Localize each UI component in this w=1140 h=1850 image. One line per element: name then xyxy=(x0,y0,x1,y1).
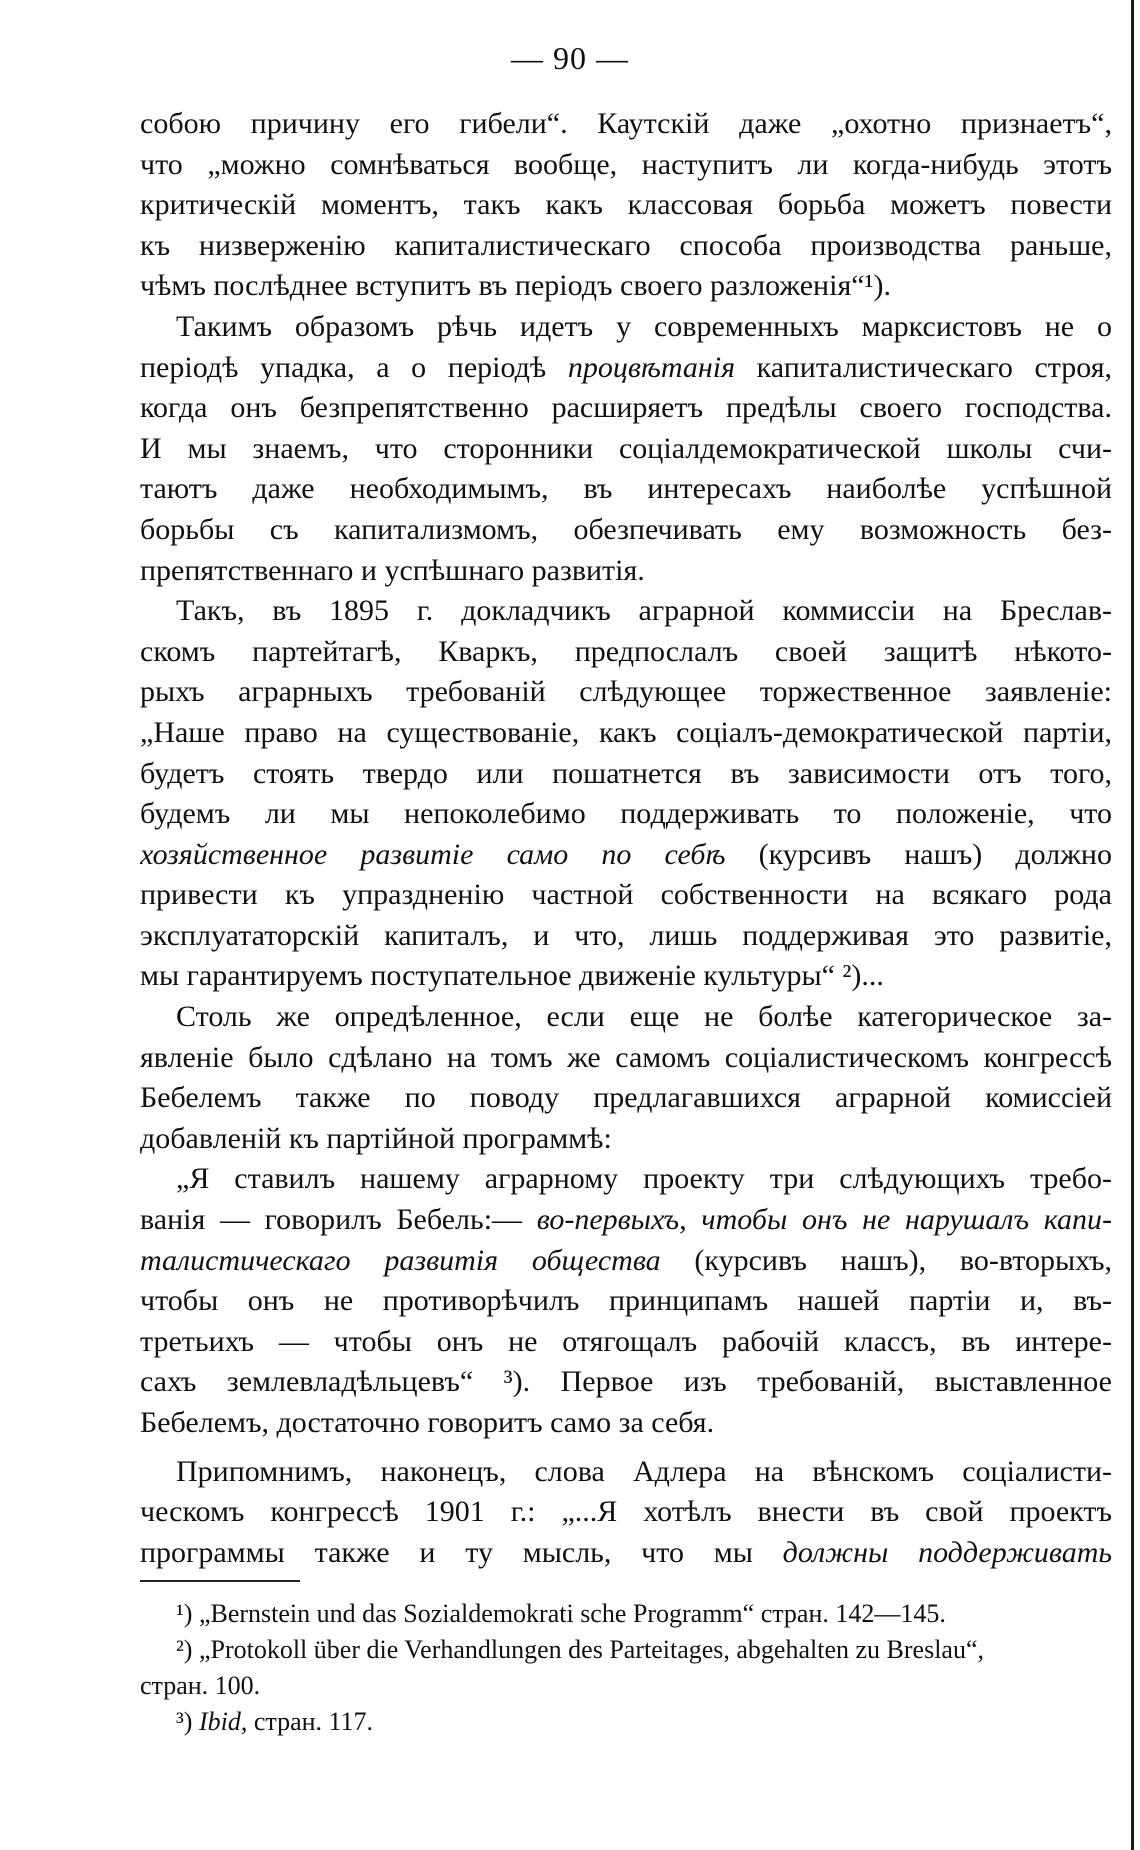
text-line: препятственнаго и успѣшнаго развитія. xyxy=(140,553,645,587)
text-line: будемъ ли мы непоколебимо поддерживать то положеніе, что xyxy=(140,797,1112,831)
text-line: И мы знаемъ, что сторонники соціалдемократической школы счи- xyxy=(140,431,1112,465)
text-line: рыхъ аграрныхъ требованій слѣдующее торжественное заявленіе: xyxy=(140,675,1112,709)
text-line: чтобы онъ не противорѣчилъ принципамъ нашей партіи и, въ- xyxy=(140,1284,1112,1318)
text-line: критическій моментъ, такъ какъ классовая борьба можетъ повести xyxy=(140,188,1112,222)
italic-emphasis: талистическаго развитія общества xyxy=(140,1243,661,1277)
footnote-2-continued: стран. 100. xyxy=(140,1671,261,1700)
text-line: талистическаго развитія общества (курсивъ нашъ), во-вторыхъ, xyxy=(140,1243,1112,1277)
italic-emphasis: должны поддерживать xyxy=(782,1535,1112,1569)
paragraph-start-line: Столь же опредѣленное, если еще не болѣе категорическое за- xyxy=(176,1000,1112,1034)
italic-emphasis: хозяйственное развитіе само по себѣ xyxy=(140,837,726,871)
text-line: Бебелемъ также по поводу предлагавшихся аграрной комиссіей xyxy=(140,1081,1112,1115)
text-line: „Наше право на существованіе, какъ соціалъ-демократической партіи, xyxy=(140,715,1112,749)
text-line: скомъ партейтагѣ, Кваркъ, предпослалъ своей защитѣ нѣкото- xyxy=(140,634,1112,668)
paragraph-start-line: Припомнимъ, наконецъ, слова Адлера на вѣнскомъ соціалисти- xyxy=(176,1454,1112,1488)
text-line: ванія — говорилъ Бебель:— во-первыхъ, чтобы онъ не нарушалъ капи- xyxy=(140,1203,1112,1237)
paragraph-start-line: Такъ, въ 1895 г. докладчикъ аграрной коммиссіи на Бреслав- xyxy=(176,594,1112,628)
paragraph-gap xyxy=(140,1444,1112,1452)
text-line: чѣмъ послѣднее вступитъ въ періодъ своего разложенія“¹). xyxy=(140,269,892,303)
text-line: хозяйственное развитіе само по себѣ (курсивъ нашъ) должно xyxy=(140,837,1112,871)
text-line: программы также и ту мысль, что мы должны поддерживать xyxy=(140,1535,1112,1569)
text-line: мы гарантируемъ поступательное движеніе культуры“ ²)... xyxy=(140,959,884,993)
page-edge-line xyxy=(1131,0,1134,1850)
text-line: когда онъ безпрепятственно расширяетъ предѣлы своего господства. xyxy=(140,391,1112,425)
paragraph-start-line: Такимъ образомъ рѣчь идетъ у современныхъ марксистовъ не о xyxy=(176,309,1112,343)
italic-emphasis: процвѣтанія xyxy=(567,350,736,384)
text-line: борьбы съ капитализмомъ, обезпечивать ему возможность без- xyxy=(140,512,1112,546)
text-line: добавленій къ партійной программѣ: xyxy=(140,1121,612,1155)
italic-emphasis: во-первыхъ, чтобы онъ не нарушалъ капи- xyxy=(536,1203,1112,1237)
footnotes xyxy=(140,1596,1112,1740)
text-line: таютъ даже необходимымъ, въ интересахъ наиболѣе успѣшной xyxy=(140,472,1112,506)
main-text xyxy=(140,104,1112,1573)
text-line: собою причину его гибели“. Каутскій даже „охотно признаетъ“, xyxy=(140,107,1112,140)
text-line: сахъ землевладѣльцевъ“ ³). Первое изъ требованій, выставленное xyxy=(140,1365,1112,1399)
footnote-3: ³) Ibid, стран. 117. xyxy=(176,1707,374,1736)
text-line: привести къ упраздненію частной собственности на всякаго рода xyxy=(140,878,1112,912)
text-line: къ низверженію капиталистическаго способа производства раньше, xyxy=(140,228,1112,262)
text-line: будетъ стоять твердо или пошатнется въ зависимости отъ того, xyxy=(140,756,1112,790)
text-line: третьихъ — чтобы онъ не отягощалъ рабочій классъ, въ интере- xyxy=(140,1324,1112,1358)
text-line: явленіе было сдѣлано на томъ же самомъ соціалистическомъ конгрессѣ xyxy=(140,1040,1112,1074)
footnote-divider xyxy=(140,1580,300,1582)
text-line: періодѣ упадка, а о періодѣ процвѣтанія капиталистическаго строя, xyxy=(140,350,1112,384)
page-number: — 90 — xyxy=(511,40,629,76)
text-line: что „можно сомнѣваться вообще, наступитъ ли когда-нибудь этотъ xyxy=(140,147,1112,181)
paragraph-start-line: „Я ставилъ нашему аграрному проекту три слѣдующихъ требо- xyxy=(176,1162,1112,1196)
footnote-2: ²) „Protokoll über die Verhandlungen des Parteitages, abgehalten zu Breslau“, xyxy=(176,1635,985,1664)
text-line: Бебелемъ, достаточно говоритъ само за себя. xyxy=(140,1406,715,1439)
footnote-1: ¹) „Bernstein und das Sozialdemokrati sche Programm“ стран. 142—145. xyxy=(176,1599,946,1628)
text-line: ческомъ конгрессѣ 1901 г.: „...Я хотѣлъ внести въ свой проектъ xyxy=(140,1495,1112,1529)
text-line: эксплуататорскій капиталъ, и что, лишь поддерживая это развитіе, xyxy=(140,918,1112,952)
italic-emphasis: Ibid xyxy=(198,1707,241,1736)
